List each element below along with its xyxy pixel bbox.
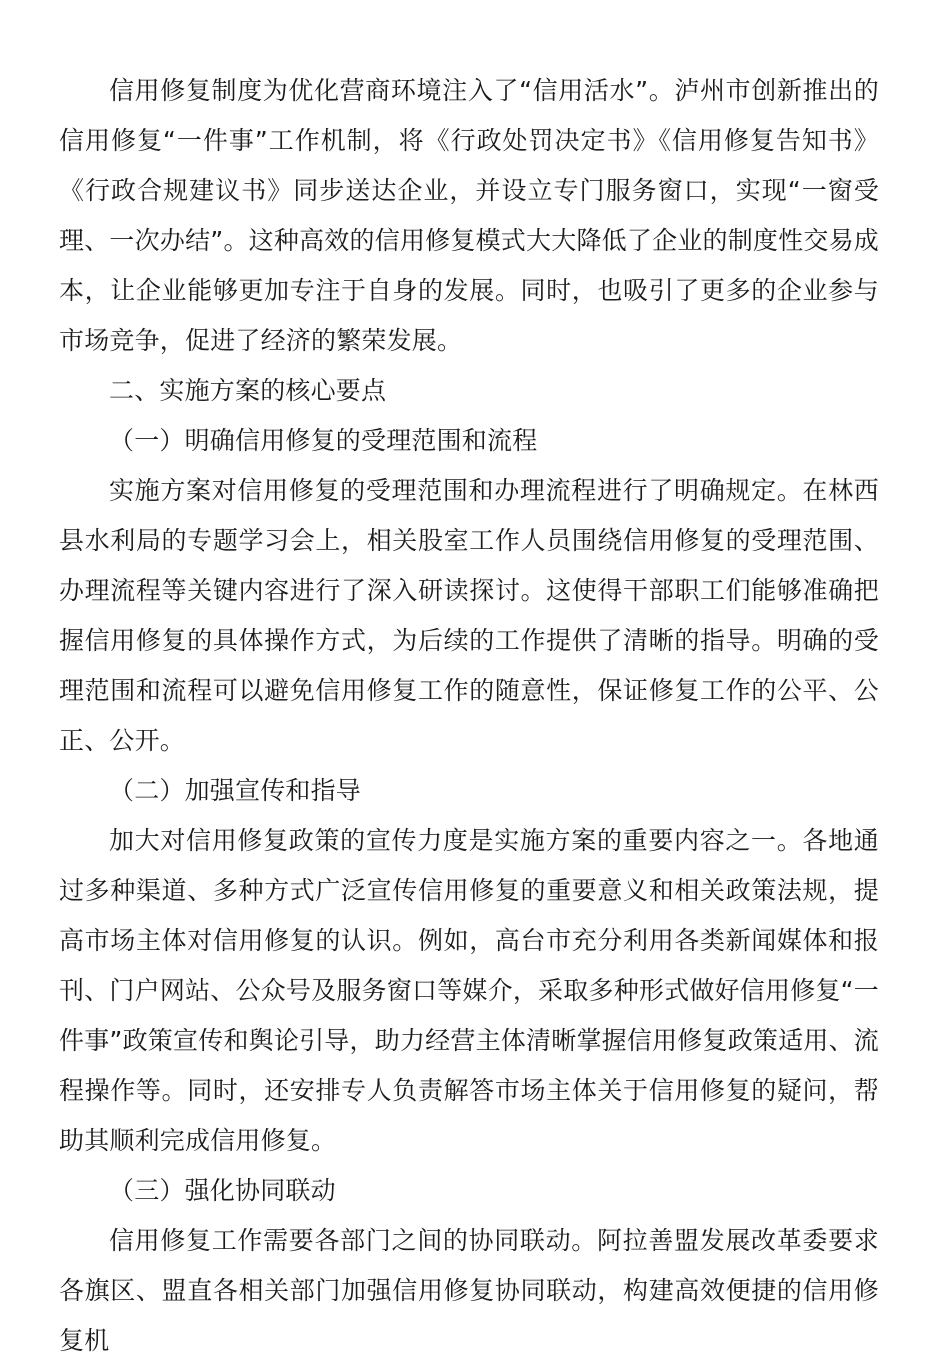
paragraph-publicity-and-guidance: 加大对信用修复政策的宣传力度是实施方案的重要内容之一。各地通过多种渠道、多种方式广泛宣传信用修复的重要意义和相关政策法规，提高市场主体对信用修复的认识。例如，高台市充分利用各类新闻媒体和报刊、门户网站、公众号及服务窗口等媒介，采取多种形式做好信用修复“一件事”政策宣传和舆论引导，助力经营主体清晰掌握信用修复政策适用、流程操作等。同时，还安排专人负责解答市场主体关于信用修复的疑问，帮助其顺利完成信用修复。	[59, 826, 879, 1155]
paragraph-credit-repair-intro: 信用修复制度为优化营商环境注入了“信用活水”。泸州市创新推出的信用修复“一件事”工作机制，将《行政处罚决定书》《信用修复告知书》《行政合规建议书》同步送达企业，并设立专门服务窗口，实现“一窗受理、一次办结”。这种高效的信用修复模式大大降低了企业的制度性交易成本，让企业能够更加专注于自身的发展。同时，也吸引了更多的企业参与市场竞争，促进了经济的繁荣发展。	[59, 76, 879, 355]
paragraph-coordination: 信用修复工作需要各部门之间的协同联动。阿拉善盟发展改革委要求各旗区、盟直各相关部门加强信用修复协同联动，构建高效便捷的信用修复机	[59, 1226, 879, 1355]
subheading-scope-and-process: （一）明确信用修复的受理范围和流程	[109, 426, 538, 455]
paragraph-scope-and-process: 实施方案对信用修复的受理范围和办理流程进行了明确规定。在林西县水利局的专题学习会上，相关股室工作人员围绕信用修复的受理范围、办理流程等关键内容进行了深入研读探讨。这使得干部职工们能够准确把握信用修复的具体操作方式，为后续的工作提供了清晰的指导。明确的受理范围和流程可以避免信用修复工作的随意性，保证修复工作的公平、公正、公开。	[59, 476, 879, 755]
document-body	[59, 66, 879, 1366]
subheading-publicity-and-guidance: （二）加强宣传和指导	[109, 776, 362, 805]
subheading-coordination: （三）强化协同联动	[109, 1176, 336, 1205]
section-heading-core-points: 二、实施方案的核心要点	[109, 376, 387, 405]
